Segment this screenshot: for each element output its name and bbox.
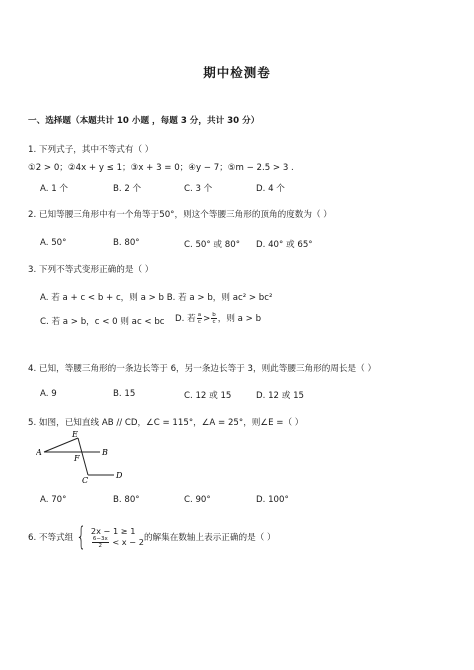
question-2-option-a[interactable]: A. 50° bbox=[40, 238, 67, 248]
label-b: B bbox=[102, 448, 108, 457]
question-4-option-b[interactable]: B. 15 bbox=[113, 389, 136, 399]
option-d-suffix: ，则 a > b bbox=[217, 314, 262, 324]
segment-ae bbox=[44, 438, 78, 452]
question-4-option-c[interactable]: C. 12 或 15 bbox=[184, 391, 232, 401]
question-4-option-d[interactable]: D. 12 或 15 bbox=[256, 391, 305, 401]
question-6-prefix: 6. 不等式组 bbox=[28, 533, 74, 543]
question-1-option-a[interactable]: A. 1 个 bbox=[40, 184, 68, 194]
question-2-option-c[interactable]: C. 50° 或 80° bbox=[184, 240, 240, 250]
question-2-option-b[interactable]: B. 80° bbox=[113, 238, 140, 248]
question-1-stem: 1. 下列式子，其中不等式有（ ） bbox=[28, 145, 154, 155]
question-2-option-d[interactable]: D. 40° 或 65° bbox=[256, 240, 313, 250]
question-5-stem: 5. 如图，已知直线 AB // CD，∠C = 115°，∠A = 25°，则∠E =（ ） bbox=[28, 418, 304, 428]
question-3-option-c[interactable]: C. 若 a > b，c < 0 则 ac < bc bbox=[40, 317, 165, 327]
question-6-suffix: 的解集在数轴上表示正确的是（ ） bbox=[143, 533, 276, 543]
question-1-option-d[interactable]: D. 4 个 bbox=[256, 184, 285, 194]
question-4-option-a[interactable]: A. 9 bbox=[40, 389, 57, 399]
question-4-stem: 4. 已知，等腰三角形的一条边长等于 6，另一条边长等于 3，则此等腰三角形的周长是（ ） bbox=[28, 364, 377, 374]
left-brace-icon: { bbox=[76, 522, 87, 552]
question-5-option-d[interactable]: D. 100° bbox=[256, 495, 289, 505]
inequality-system bbox=[73, 524, 144, 550]
question-6-stem bbox=[28, 524, 276, 550]
gt-sign: > bbox=[203, 314, 211, 324]
question-1-option-b[interactable]: B. 2 个 bbox=[113, 184, 142, 194]
question-1-items: ①2 > 0；②4x + y ≤ 1；③x + 3 = 0；④y − 7；⑤m − 2.5 > 3 . bbox=[28, 163, 294, 173]
label-d: D bbox=[116, 471, 123, 480]
label-c: C bbox=[82, 476, 89, 484]
fraction-b-over-c: $\frac{b}{c}$ bbox=[212, 312, 216, 325]
question-3-options-ab[interactable]: A. 若 a + c < b + c，则 a > b B. 若 a > b，则 ac² > bc² bbox=[40, 293, 273, 303]
option-d-prefix: D. 若 bbox=[175, 314, 196, 324]
label-f: F bbox=[74, 454, 80, 463]
parallel-lines-figure bbox=[36, 428, 136, 484]
question-2-stem: 2. 已知等腰三角形中有一个角等于50°，则这个等腰三角形的顶角的度数为（ ） bbox=[28, 210, 332, 220]
fraction-6-3x-over-2: $\frac{6-3x}{2}$ bbox=[92, 535, 108, 549]
label-e: E bbox=[72, 430, 78, 439]
label-a: A bbox=[36, 448, 42, 457]
question-5-option-a[interactable]: A. 70° bbox=[40, 495, 67, 505]
fraction-a-over-c: $\frac{a}{c}$ bbox=[197, 312, 202, 325]
question-1-option-c[interactable]: C. 3 个 bbox=[184, 184, 213, 194]
section-heading: 一、选择题（本题共计 10 小题 ，每题 3 分，共计 30 分） bbox=[28, 116, 260, 126]
page-title: 期中检测卷 bbox=[203, 65, 271, 80]
question-5-option-b[interactable]: B. 80° bbox=[113, 495, 140, 505]
question-5-option-c[interactable]: C. 90° bbox=[184, 495, 211, 505]
question-3-option-d[interactable] bbox=[175, 312, 261, 325]
inequality-line-2: $\frac{6-3x}{2}$ < x − 2 bbox=[92, 535, 144, 549]
inequality-line-1: 2x − 1 ≥ 1 bbox=[90, 525, 136, 536]
question-3-stem: 3. 下列不等式变形正确的是（ ） bbox=[28, 265, 154, 275]
